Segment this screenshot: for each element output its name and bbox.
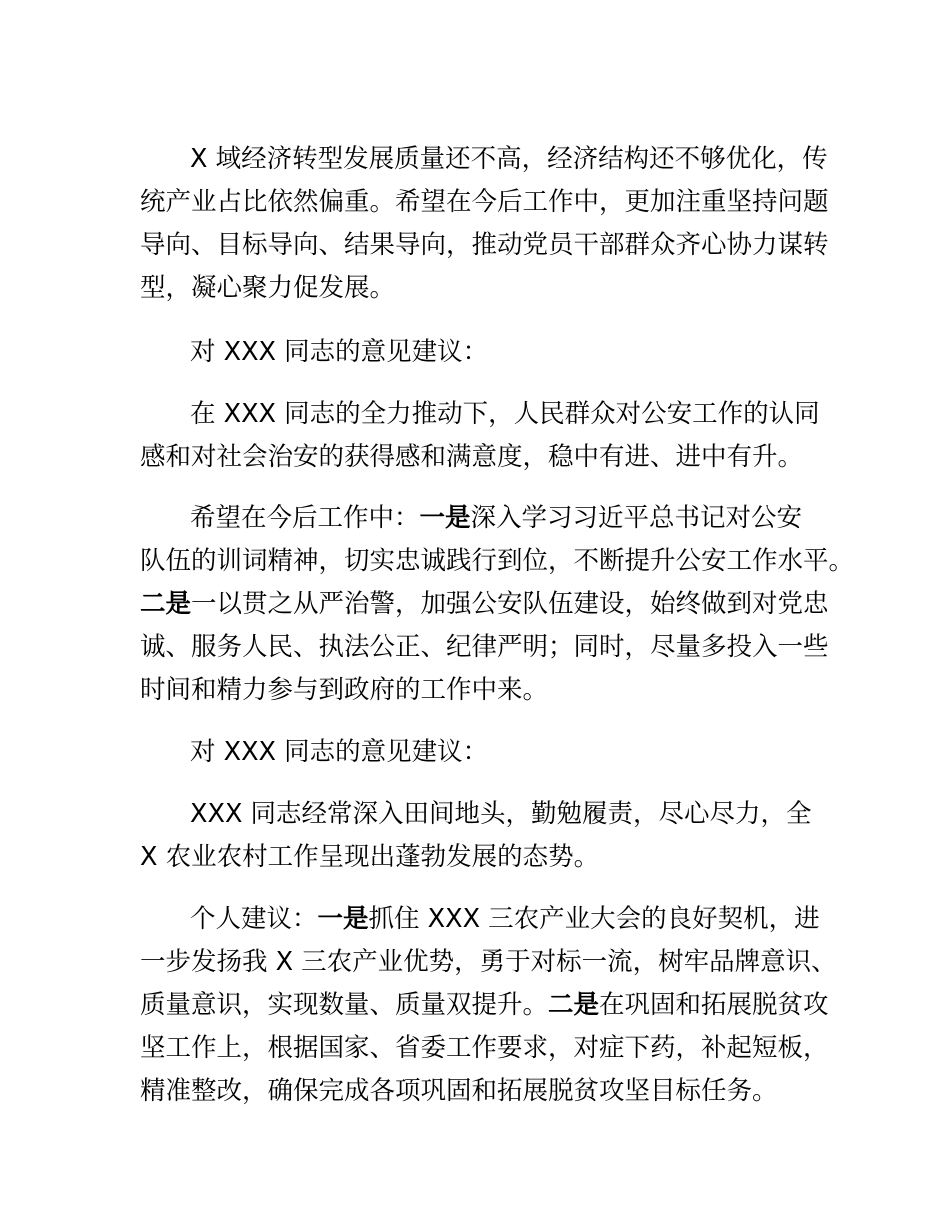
bold-marker: 二是: [140, 589, 192, 619]
text-span: 在巩固和拓展脱贫攻: [599, 990, 829, 1020]
text-line: X 域经济转型发展质量还不高，经济结构还不够优化，传: [190, 144, 828, 174]
bold-marker: 一是: [419, 503, 471, 533]
text-span: 深入学习习近平总书记对公安: [470, 503, 803, 533]
text-line: 型，凝心聚力促发展。: [140, 273, 396, 303]
text-line: [140, 988, 829, 1022]
section-heading: 对 XXX 同志的意见建议：: [190, 337, 489, 367]
text-line: 感和对社会治安的获得感和满意度，稳中有进、进中有升。: [140, 442, 804, 472]
text-span: 希望在今后工作中：: [190, 503, 420, 533]
text-line: 精准整改，确保完成各项巩固和拓展脱贫攻坚目标任务。: [140, 1076, 778, 1106]
text-span: 个人建议：: [190, 904, 318, 934]
text-line: XXX 同志经常深入田间地头，勤勉履责，尽心尽力，全: [190, 799, 812, 829]
bold-marker: 二是: [548, 990, 600, 1020]
text-line: [190, 501, 802, 535]
text-line: 一步发扬我 X 三农产业优势，勇于对标一流，树牢品牌意识、: [140, 947, 837, 977]
text-line: 坚工作上，根据国家、省委工作要求，对症下药，补起短板，: [140, 1033, 829, 1063]
text-line: 统产业占比依然偏重。希望在今后工作中，更加注重坚持问题: [140, 187, 829, 217]
section-heading: 对 XXX 同志的意见建议：: [190, 737, 489, 767]
text-span: 一以贯之从严治警，加强公安队伍建设，始终做到对党忠: [191, 589, 829, 619]
text-line: 时间和精力参与到政府的工作中来。: [140, 675, 549, 705]
text-span: 抓住 XXX 三农产业大会的良好契机，进: [368, 904, 820, 934]
bold-marker: 一是: [317, 904, 369, 934]
text-span: 质量意识，实现数量、质量双提升。: [140, 990, 549, 1020]
text-line: [140, 587, 829, 621]
text-line: 导向、目标导向、结果导向，推动党员干部群众齐心协力谋转: [140, 230, 829, 260]
text-line: 在 XXX 同志的全力推动下，人民群众对公安工作的认同: [190, 399, 820, 429]
text-line: 诚、服务人民、执法公正、纪律严明；同时，尽量多投入一些: [140, 632, 829, 662]
text-line: 队伍的训词精神，切实忠诚践行到位，不断提升公安工作水平。: [140, 546, 855, 576]
text-line: X 农业农村工作呈现出蓬勃发展的态势。: [140, 842, 600, 872]
text-line: [190, 902, 820, 936]
